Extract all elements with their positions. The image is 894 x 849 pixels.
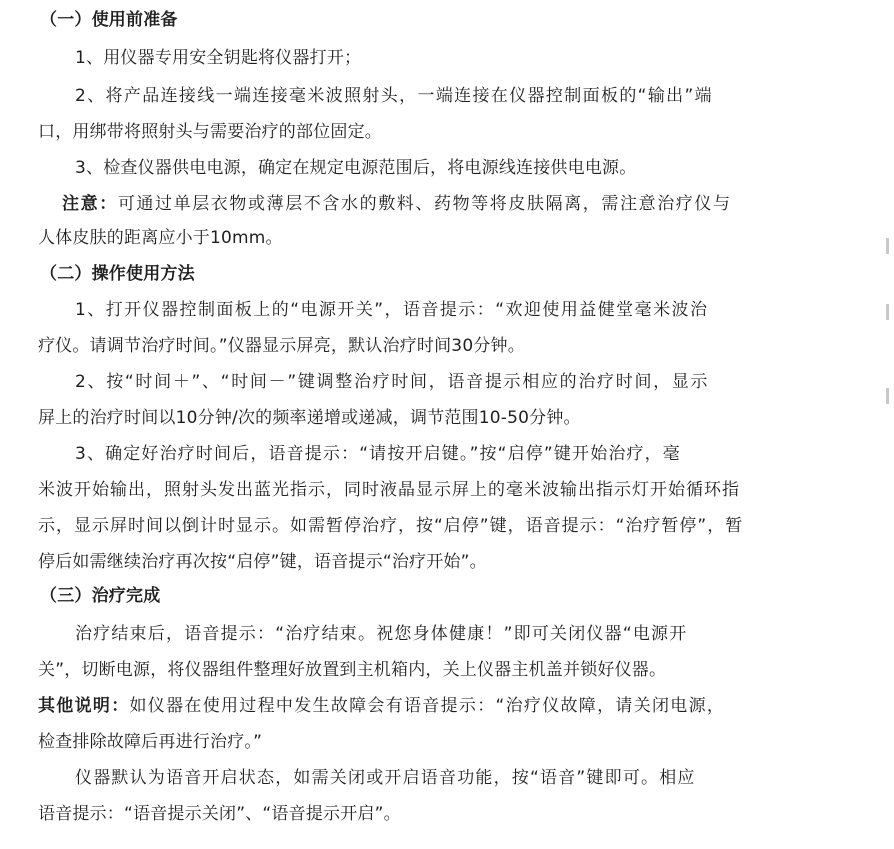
note-text: 可通过单层衣物或薄层不含水的敷料、药物等将皮肤隔离，需注意治疗仪与 xyxy=(117,194,732,214)
prep-note-line-2: 人体皮肤的距离应小于10mm。 xyxy=(38,228,283,248)
scan-mark xyxy=(886,388,889,404)
note-label: 注意： xyxy=(62,194,118,214)
scan-mark xyxy=(886,238,889,254)
operation-step-3-line-2: 米波开始输出，照射头发出蓝光指示，同时液晶显示屏上的毫米波输出指示灯开始循环指 xyxy=(38,480,740,500)
operation-step-3-line-4: 停后如需继续治疗再次按“启停”键，语音提示“治疗开始”。 xyxy=(38,552,487,572)
prep-step-2-line-1: 2、将产品连接线一端连接毫米波照射头，一端连接在仪器控制面板的“输出”端 xyxy=(75,86,714,106)
prep-step-1: 1、用仪器专用安全钥匙将仪器打开； xyxy=(75,48,362,68)
finish-line-1: 治疗结束后，语音提示：“治疗结束。祝您身体健康！”即可关闭仪器“电源开 xyxy=(75,624,688,644)
operation-step-3-line-1: 3、确定好治疗时间后，语音提示：“请按开启键。”按“启停”键开始治疗，毫 xyxy=(75,444,681,464)
scan-mark xyxy=(886,304,889,320)
operation-step-1-line-2: 疗仪。请调节治疗时间。”仪器显示屏亮，默认治疗时间30分钟。 xyxy=(38,336,525,356)
other-note-text: 如仪器在使用过程中发生故障会有语音提示：“治疗仪故障，请关闭电源， xyxy=(129,696,726,716)
operation-step-2-line-1: 2、按“时间＋”、“时间－”键调整治疗时间，语音提示相应的治疗时间，显示 xyxy=(75,372,710,392)
section-heading-finish: （三）治疗完成 xyxy=(40,586,161,606)
other-note-line-1 xyxy=(38,694,725,718)
other-note-line-2: 检查排除故障后再进行治疗。” xyxy=(38,732,263,752)
prep-note-line-1 xyxy=(62,192,732,216)
operation-step-3-line-3: 示，显示屏时间以倒计时显示。如需暂停治疗，按“启停”键，语音提示：“治疗暂停”，暂 xyxy=(38,516,744,536)
finish-line-2: 关”，切断电源，将仪器组件整理好放置到主机箱内，关上仪器主机盖并锁好仪器。 xyxy=(38,660,667,680)
voice-line-1: 仪器默认为语音开启状态，如需关闭或开启语音功能，按“语音”键即可。相应 xyxy=(75,768,696,788)
prep-step-3: 3、检查仪器供电电源，确定在规定电源范围后，将电源线连接供电电源。 xyxy=(75,158,637,178)
operation-step-2-line-2: 屏上的治疗时间以10分钟/次的频率递增或递减，调节范围10-50分钟。 xyxy=(38,408,581,428)
section-heading-operation: （二）操作使用方法 xyxy=(40,264,195,284)
section-heading-prep: （一）使用前准备 xyxy=(40,10,178,30)
prep-step-2-line-2: 口，用绑带将照射头与需要治疗的部位固定。 xyxy=(38,122,382,142)
operation-step-1-line-1: 1、打开仪器控制面板上的“电源开关”，语音提示：“欢迎使用益健堂毫米波治 xyxy=(75,300,709,320)
other-note-label: 其他说明： xyxy=(38,696,130,716)
voice-line-2: 语音提示：“语音提示关闭”、“语音提示开启”。 xyxy=(38,804,401,824)
